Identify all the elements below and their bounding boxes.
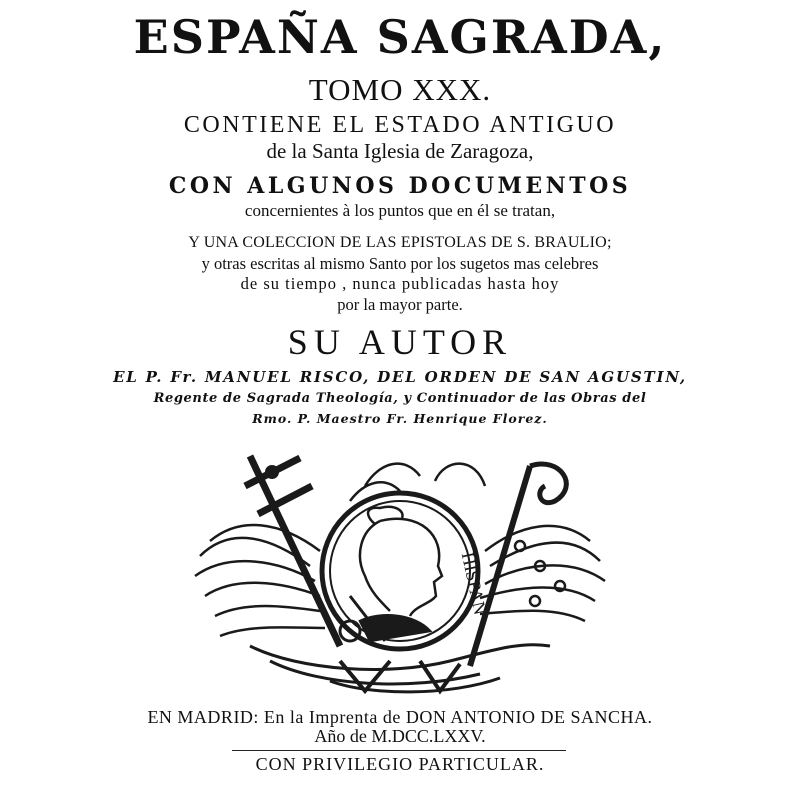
divider-rule: [232, 750, 566, 751]
documents-line-2: concernientes à los puntos que en él se tratan,: [244, 201, 556, 220]
bust-profile-icon: [340, 507, 442, 641]
imprint-line-1: EN MADRID: En la Imprenta de DON ANTONIO DE SANCHA.: [147, 707, 653, 727]
collection-line-4: por la mayor parte.: [337, 295, 463, 314]
documents-line-1: CON ALGUNOS DOCUMENTOS: [168, 173, 632, 199]
collection-line-3: de su tiempo , nunca publicadas hasta hoy: [240, 274, 560, 293]
contents-line-1: CONTIENE EL ESTADO ANTIGUO: [183, 112, 617, 138]
engraved-vignette: [190, 446, 610, 698]
privilege-line: CON PRIVILEGIO PARTICULAR.: [255, 754, 545, 774]
imprint-line-2: Año de M.DCC.LXXV.: [314, 726, 486, 746]
main-title: ESPAÑA SAGRADA,: [133, 10, 667, 64]
medallion: [322, 493, 490, 649]
volume-number: TOMO XXX.: [308, 72, 492, 107]
author-heading: SU AUTOR: [287, 322, 513, 362]
cornucopia-icon: [250, 645, 550, 692]
medallion-text: HISPAN: [457, 550, 491, 617]
author-line-1: EL P. Fr. MANUEL RISCO, DEL ORDEN DE SAN AGUSTIN,: [113, 368, 687, 386]
contents-line-2: de la Santa Iglesia de Zaragoza,: [266, 139, 534, 163]
author-line-2: Regente de Sagrada Theología, y Continuador de las Obras del: [153, 391, 647, 406]
collection-line-2: y otras escritas al mismo Santo por los sugetos mas celebres: [201, 254, 599, 273]
collection-line-1: Y UNA COLECCION DE LAS EPISTOLAS DE S. BRAULIO;: [188, 234, 612, 251]
author-line-3: Rmo. P. Maestro Fr. Henrique Florez.: [252, 411, 548, 426]
